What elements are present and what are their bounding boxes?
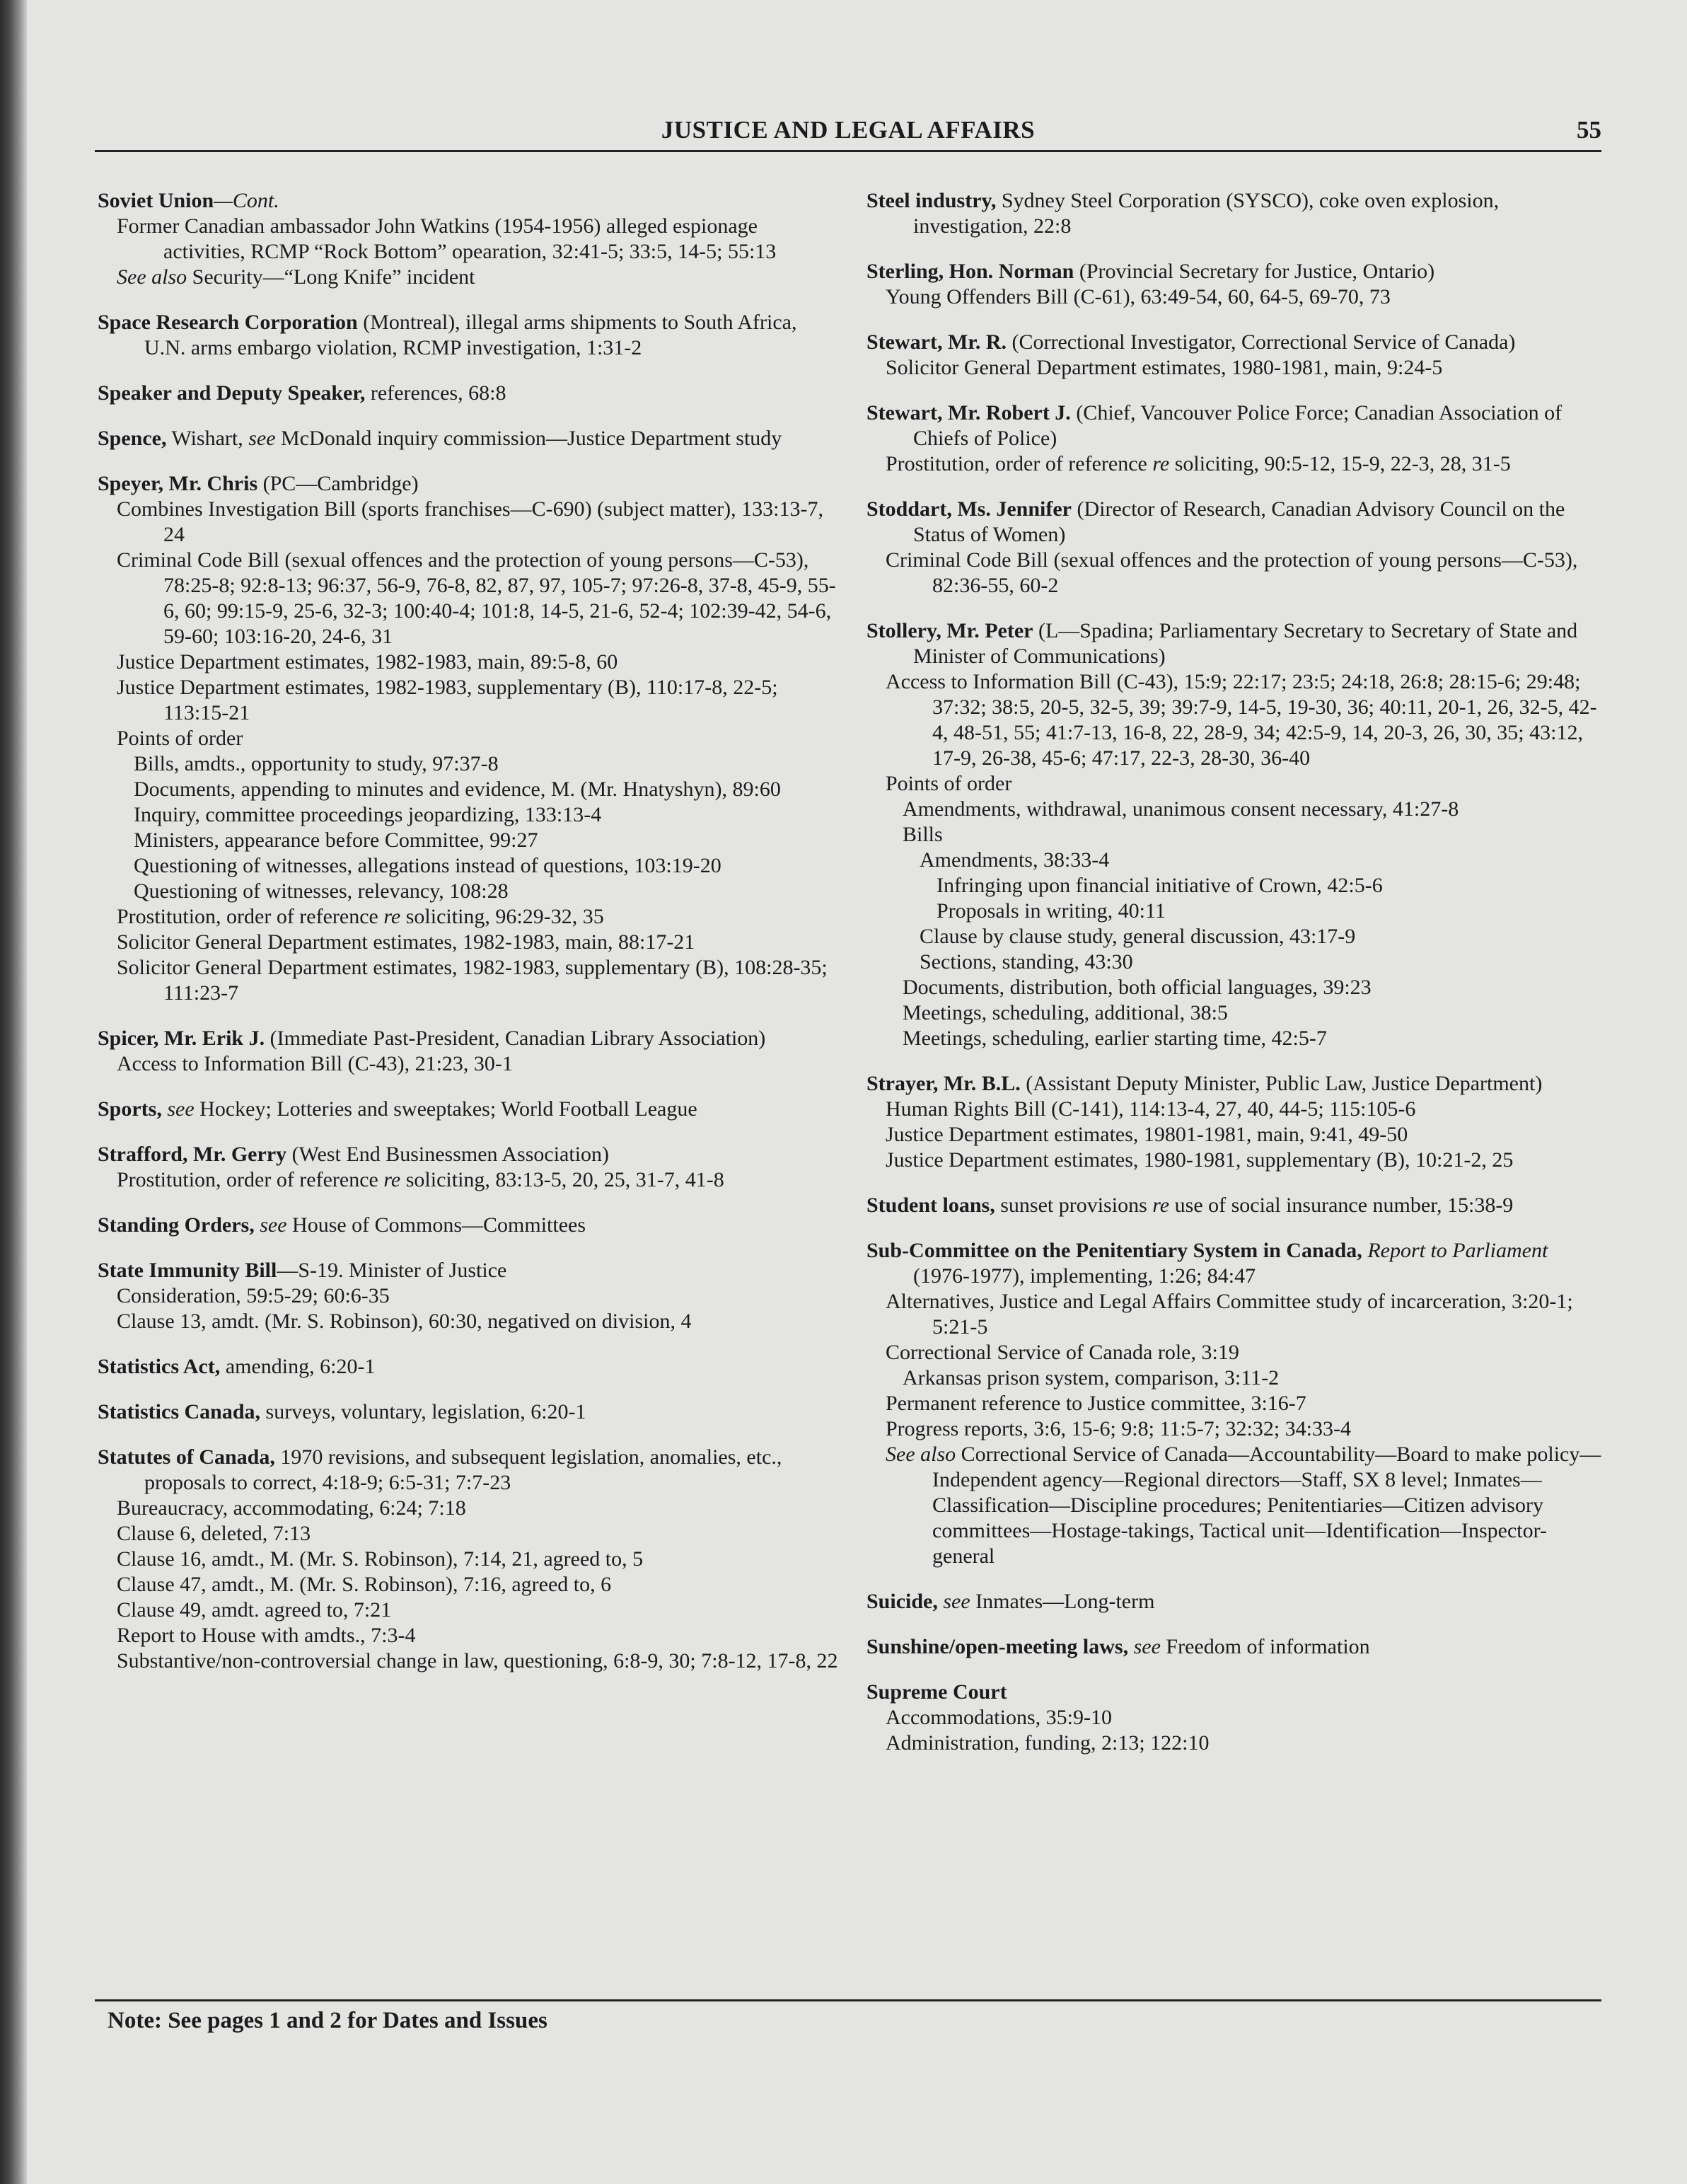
subentry-text: Justice Department estimates, 1982-1983, main, 89:5-8, 60 bbox=[117, 650, 618, 674]
subentry bbox=[98, 1496, 840, 1521]
subentry-text: Points of order bbox=[886, 772, 1012, 795]
entry-heading: Student loans, bbox=[866, 1194, 995, 1217]
subentry-text: Substantive/non-controversial change in law, questioning, 6:8-9, 30; 7:8-12, 17-8, 22 bbox=[117, 1649, 838, 1672]
subentry-text: Arkansas prison system, comparison, 3:11-2 bbox=[903, 1366, 1280, 1389]
subentry-text: Meetings, scheduling, additional, 38:5 bbox=[903, 1001, 1228, 1024]
entry-italic: see bbox=[260, 1213, 287, 1237]
subentry-text: Criminal Code Bill (sexual offences and the protection of young persons—C-53), 78:25-8; 92:8-13; 96:37, 56-9, 76-8, 82, 87, 97, 105-7; 97:26-8, 37-8, 45-9, 55-6, 60; 99:15-9, 25-6, 32-3; 100:40-4; 101:8, 14-5, 21-6, 52-4; 102:39-42, 54-6, 59-60; 103:16-20, 24-6, 31 bbox=[117, 548, 836, 648]
subentry bbox=[98, 777, 840, 802]
book-spine-shadow bbox=[0, 0, 27, 2184]
subentry-text: Clause 16, amdt., M. (Mr. S. Robinson), 7:14, 21, agreed to, 5 bbox=[117, 1547, 644, 1571]
entry-text: sunset provisions bbox=[995, 1194, 1153, 1217]
entry-heading: Soviet Union bbox=[98, 189, 214, 212]
entry-text: (Director of Research, Canadian Advisory Council on the Status of Women) bbox=[913, 497, 1565, 546]
subentry bbox=[98, 955, 840, 1006]
subentry bbox=[866, 1416, 1602, 1442]
subentry bbox=[866, 1340, 1602, 1365]
subentry-text: Criminal Code Bill (sexual offences and the protection of young persons—C-53), 82:36-55, 60-2 bbox=[886, 548, 1578, 597]
entry-text: use of social insurance number, 15:38-9 bbox=[1169, 1194, 1514, 1217]
subentry bbox=[98, 828, 840, 853]
entry-text: Freedom of information bbox=[1160, 1635, 1370, 1658]
entry-heading-line bbox=[866, 497, 1602, 548]
subentry bbox=[866, 1097, 1602, 1122]
subentry bbox=[866, 949, 1602, 975]
subentry-text: Infringing upon financial initiative of Crown, 42:5-6 bbox=[937, 874, 1383, 897]
subentry-text: Combines Investigation Bill (sports franchises—C-690) (subject matter), 133:13-7, 24 bbox=[117, 497, 823, 546]
page-header bbox=[95, 113, 1601, 152]
entry-heading: Sunshine/open-meeting laws, bbox=[866, 1635, 1129, 1658]
subentry-text: Clause 49, amdt. agreed to, 7:21 bbox=[117, 1598, 392, 1622]
subentry-text: Security—“Long Knife” incident bbox=[187, 265, 475, 289]
subentry-text: Solicitor General Department estimates, 1982-1983, main, 88:17-21 bbox=[117, 930, 695, 954]
subentry-text: Access to Information Bill (C-43), 15:9; 22:17; 23:5; 24:18, 26:8; 28:15-6; 29:48; 37:32; 38:5, 20-5, 32-5, 39; 39:7-9, 14-5, 19-30, 36; 40:11, 20-1, 26, 32-5, 42-4, 48-51, 55; 41:7-13, 16-8, 22, 28-9, 34; 42:5-9, 14, 20-3, 26, 30, 35; 43:12, 17-9, 26-38, 45-6; 47:17, 22-3, 28-30, 36-40 bbox=[886, 670, 1597, 770]
subentry-text: Documents, appending to minutes and evidence, M. (Mr. Hnatyshyn), 89:60 bbox=[134, 778, 781, 801]
entry-heading: Statutes of Canada, bbox=[98, 1445, 275, 1469]
subentry bbox=[866, 899, 1602, 924]
subentry bbox=[866, 771, 1602, 797]
subentry-text: Prostitution, order of reference bbox=[886, 452, 1153, 475]
subentry bbox=[866, 284, 1602, 310]
subentry bbox=[98, 1648, 840, 1674]
subentry-text: Bills bbox=[903, 823, 943, 846]
subentry-italic: re bbox=[1152, 452, 1170, 475]
subentry-text: Inquiry, committee proceedings jeopardizing, 133:13-4 bbox=[134, 803, 602, 826]
subentry bbox=[866, 451, 1602, 477]
subentry bbox=[866, 873, 1602, 899]
entry-heading-line bbox=[98, 1399, 840, 1425]
entry-heading-line bbox=[866, 400, 1602, 451]
entry-heading-line bbox=[98, 471, 840, 497]
index-entry bbox=[98, 1399, 840, 1425]
index-entry bbox=[866, 1238, 1602, 1569]
entry-heading-line bbox=[866, 1680, 1602, 1705]
index-entry bbox=[866, 497, 1602, 599]
entry-heading-line bbox=[98, 1213, 840, 1238]
entry-heading: Speyer, Mr. Chris bbox=[98, 472, 258, 495]
subentry-text: Justice Department estimates, 1982-1983, supplementary (B), 110:17-8, 22-5; 113:15-21 bbox=[117, 676, 778, 724]
subentry-text: Clause 13, amdt. (Mr. S. Robinson), 60:30, negatived on division, 4 bbox=[117, 1310, 692, 1333]
see-also-label: See also bbox=[886, 1443, 956, 1466]
entry-heading: Statistics Act, bbox=[98, 1355, 221, 1378]
entry-italic: Report to Parliament bbox=[1367, 1239, 1548, 1262]
subentry bbox=[98, 497, 840, 548]
subentry-text: Permanent reference to Justice committee, 3:16-7 bbox=[886, 1392, 1306, 1415]
entry-text: (L—Spadina; Parliamentary Secretary to Secretary of State and Minister of Communications) bbox=[913, 619, 1578, 668]
subentry bbox=[866, 1442, 1602, 1569]
subentry bbox=[98, 853, 840, 879]
entry-heading: Stewart, Mr. R. bbox=[866, 330, 1007, 354]
entry-heading: Standing Orders, bbox=[98, 1213, 255, 1237]
subentry-text: Solicitor General Department estimates, 1982-1983, supplementary (B), 108:28-35; 111:23-7 bbox=[117, 956, 828, 1005]
subentry bbox=[866, 924, 1602, 949]
entry-heading: Sterling, Hon. Norman bbox=[866, 260, 1074, 283]
entry-heading: Spence, bbox=[98, 427, 167, 450]
subentry bbox=[98, 265, 840, 290]
entry-heading-line bbox=[866, 1589, 1602, 1614]
entry-heading-line bbox=[98, 1258, 840, 1283]
subentry-text: Justice Department estimates, 19801-1981, main, 9:41, 49-50 bbox=[886, 1123, 1408, 1146]
entry-text: (Montreal), illegal arms shipments to South Africa, U.N. arms embargo violation, RCMP investigation, 1:31-2 bbox=[144, 311, 797, 359]
subentry-text: Prostitution, order of reference bbox=[117, 905, 384, 928]
subentry-italic: re bbox=[383, 905, 401, 928]
subentry-text: Bills, amdts., opportunity to study, 97:37-8 bbox=[134, 752, 499, 775]
subentry-text: Human Rights Bill (C-141), 114:13-4, 27, 40, 44-5; 115:105-6 bbox=[886, 1097, 1416, 1121]
entry-heading-line bbox=[98, 381, 840, 406]
entry-text: (Correctional Investigator, Correctional Service of Canada) bbox=[1007, 330, 1516, 354]
entry-heading-line bbox=[98, 426, 840, 451]
subentry bbox=[98, 1051, 840, 1077]
index-entry bbox=[866, 1680, 1602, 1756]
entry-heading: Space Research Corporation bbox=[98, 311, 358, 334]
subentry-text: Documents, distribution, both official languages, 39:23 bbox=[903, 976, 1372, 999]
entry-text: Wishart, bbox=[166, 427, 249, 450]
entry-heading: Sub-Committee on the Penitentiary System in Canada, bbox=[866, 1239, 1362, 1262]
entry-heading-line bbox=[866, 1238, 1602, 1289]
entry-text: amending, 6:20-1 bbox=[220, 1355, 376, 1378]
entry-text: House of Commons—Committees bbox=[286, 1213, 586, 1237]
footer-rule bbox=[95, 1999, 1601, 2001]
subentry-text: Sections, standing, 43:30 bbox=[920, 950, 1133, 973]
entry-heading: Stoddart, Ms. Jennifer bbox=[866, 497, 1072, 521]
subentry bbox=[866, 797, 1602, 822]
subentry bbox=[866, 548, 1602, 599]
entry-italic: see bbox=[248, 427, 276, 450]
index-entry bbox=[866, 1071, 1602, 1173]
subentry-text: soliciting, 83:13-5, 20, 25, 31-7, 41-8 bbox=[400, 1168, 724, 1191]
entry-text: (West End Businessmen Association) bbox=[286, 1143, 610, 1166]
subentry-text: Questioning of witnesses, relevancy, 108:28 bbox=[134, 879, 509, 903]
entry-heading: Strafford, Mr. Gerry bbox=[98, 1143, 287, 1166]
entry-heading-line bbox=[98, 1026, 840, 1051]
index-entry bbox=[98, 471, 840, 1006]
subentry bbox=[866, 822, 1602, 848]
subentry bbox=[98, 726, 840, 751]
subentry bbox=[98, 1283, 840, 1309]
entry-heading: Strayer, Mr. B.L. bbox=[866, 1072, 1021, 1095]
entry-heading: Stewart, Mr. Robert J. bbox=[866, 401, 1071, 424]
subentry-text: Amendments, withdrawal, unanimous consent necessary, 41:27-8 bbox=[903, 797, 1459, 821]
subentry-text: Young Offenders Bill (C-61), 63:49-54, 60, 64-5, 69-70, 73 bbox=[886, 285, 1391, 308]
subentry-italic: re bbox=[383, 1168, 401, 1191]
subentry bbox=[866, 848, 1602, 873]
subentry-text: soliciting, 96:29-32, 35 bbox=[400, 905, 604, 928]
entry-text: surveys, voluntary, legislation, 6:20-1 bbox=[260, 1400, 586, 1423]
subentry bbox=[866, 975, 1602, 1000]
entry-heading-line bbox=[98, 1354, 840, 1380]
index-entry bbox=[98, 188, 840, 290]
entry-italic: see bbox=[943, 1590, 970, 1613]
entry-heading-line bbox=[98, 1142, 840, 1167]
index-entry bbox=[98, 1026, 840, 1077]
subentry bbox=[98, 904, 840, 930]
footer-note: Note: See pages 1 and 2 for Dates and Issues bbox=[108, 2008, 547, 2033]
subentry bbox=[866, 1365, 1602, 1391]
subentry bbox=[98, 1521, 840, 1547]
subentry bbox=[866, 1148, 1602, 1173]
entry-heading-line bbox=[866, 1634, 1602, 1660]
page-number: 55 bbox=[1577, 116, 1601, 144]
entry-text: McDonald inquiry commission—Justice Department study bbox=[275, 427, 782, 450]
index-entry bbox=[98, 1097, 840, 1122]
entry-italic: see bbox=[1133, 1635, 1161, 1658]
entry-heading-line bbox=[98, 310, 840, 361]
index-entry bbox=[98, 1445, 840, 1674]
subentry-text: Bureaucracy, accommodating, 6:24; 7:18 bbox=[117, 1496, 466, 1520]
subentry-text: Solicitor General Department estimates, 1980-1981, main, 9:24-5 bbox=[886, 356, 1443, 379]
subentry bbox=[98, 675, 840, 726]
entry-text: Sydney Steel Corporation (SYSCO), coke oven explosion, investigation, 22:8 bbox=[913, 189, 1500, 238]
entry-heading-line bbox=[866, 1071, 1602, 1097]
index-entry bbox=[866, 1634, 1602, 1660]
entry-heading: Statistics Canada, bbox=[98, 1400, 261, 1423]
index-entry bbox=[866, 400, 1602, 477]
subentry-text: Correctional Service of Canada—Accountability—Board to make policy—Independent agency—Regional directors—Staff, SX 8 level; Inmates—Classification—Discipline procedures; Penitentiaries—Citizen advisory committees—Hostage-takings, Tactical unit—Identification—Inspector-general bbox=[932, 1443, 1601, 1568]
entry-heading: Suicide, bbox=[866, 1590, 938, 1613]
entry-heading-line bbox=[866, 188, 1602, 239]
entry-text: Inmates—Long-term bbox=[970, 1590, 1155, 1613]
subentry bbox=[98, 548, 840, 649]
subentry bbox=[98, 930, 840, 955]
entry-text: (Provincial Secretary for Justice, Ontario) bbox=[1074, 260, 1435, 283]
subentry bbox=[866, 669, 1602, 771]
subentry-text: Justice Department estimates, 1980-1981, supplementary (B), 10:21-2, 25 bbox=[886, 1148, 1514, 1172]
index-entry bbox=[866, 330, 1602, 381]
subentry-text: Progress reports, 3:6, 15-6; 9:8; 11:5-7; 32:32; 34:33-4 bbox=[886, 1417, 1352, 1440]
index-entry bbox=[98, 1258, 840, 1334]
index-entry bbox=[866, 1193, 1602, 1218]
entry-text: 1970 revisions, and subsequent legislation, anomalies, etc., proposals to correct, 4:18-9; 6:5-31; 7:7-23 bbox=[144, 1445, 782, 1494]
subentry-text: Prostitution, order of reference bbox=[117, 1168, 384, 1191]
subentry-text: Questioning of witnesses, allegations instead of questions, 103:19-20 bbox=[134, 854, 721, 877]
see-also-label: See also bbox=[117, 265, 187, 289]
subentry bbox=[98, 1309, 840, 1334]
entry-italic: see bbox=[167, 1097, 195, 1121]
index-column-right bbox=[866, 188, 1602, 1776]
index-entry bbox=[98, 1354, 840, 1380]
subentry-text: Points of order bbox=[117, 727, 243, 750]
subentry bbox=[866, 1705, 1602, 1731]
entry-heading-line bbox=[866, 259, 1602, 284]
subentry bbox=[98, 1547, 840, 1572]
entry-heading-line bbox=[866, 330, 1602, 355]
subentry-text: Correctional Service of Canada role, 3:19 bbox=[886, 1341, 1239, 1364]
index-entry bbox=[98, 310, 840, 361]
entry-heading-line bbox=[866, 618, 1602, 669]
index-entry bbox=[866, 259, 1602, 310]
subentry-text: Accommodations, 35:9-10 bbox=[886, 1706, 1112, 1729]
entry-heading-line bbox=[98, 1445, 840, 1496]
subentry-text: Ministers, appearance before Committee, 99:27 bbox=[134, 828, 538, 852]
entry-text: (1976-1977), implementing, 1:26; 84:47 bbox=[913, 1264, 1256, 1288]
entry-heading: Stollery, Mr. Peter bbox=[866, 619, 1033, 642]
subentry bbox=[866, 1026, 1602, 1051]
index-entry bbox=[98, 426, 840, 451]
subentry bbox=[98, 1572, 840, 1597]
entry-heading: Steel industry, bbox=[866, 189, 997, 212]
entry-heading: Speaker and Deputy Speaker, bbox=[98, 381, 366, 405]
entry-italic: re bbox=[1152, 1194, 1170, 1217]
subentry-text: Clause by clause study, general discussion, 43:17-9 bbox=[920, 925, 1356, 948]
entry-continued: —Cont. bbox=[214, 189, 279, 212]
entry-heading-line bbox=[866, 1193, 1602, 1218]
entry-heading: Spicer, Mr. Erik J. bbox=[98, 1027, 265, 1050]
entry-heading: Supreme Court bbox=[866, 1680, 1007, 1704]
subentry-text: Report to House with amdts., 7:3-4 bbox=[117, 1624, 416, 1647]
index-entry bbox=[98, 381, 840, 406]
subentry bbox=[98, 879, 840, 904]
subentry bbox=[98, 1597, 840, 1623]
running-title: JUSTICE AND LEGAL AFFAIRS bbox=[661, 116, 1036, 144]
entry-heading-line bbox=[98, 188, 840, 214]
entry-text: (PC—Cambridge) bbox=[257, 472, 419, 495]
index-entry bbox=[866, 188, 1602, 239]
subentry bbox=[866, 1289, 1602, 1340]
subentry bbox=[866, 1391, 1602, 1416]
entry-text: (Assistant Deputy Minister, Public Law, Justice Department) bbox=[1020, 1072, 1543, 1095]
index-entry bbox=[866, 618, 1602, 1051]
subentry-text: Proposals in writing, 40:11 bbox=[937, 899, 1166, 923]
subentry-text: Alternatives, Justice and Legal Affairs Committee study of incarceration, 3:20-1; 5:21-5 bbox=[886, 1290, 1573, 1339]
entry-text: (Immediate Past-President, Canadian Library Association) bbox=[265, 1027, 766, 1050]
subentry-text: Former Canadian ambassador John Watkins (1954-1956) alleged espionage activities, RCMP “Rock Bottom” opearation, 32:41-5; 33:5, 14-5; 55:13 bbox=[117, 214, 777, 263]
subentry-text: Amendments, 38:33-4 bbox=[920, 848, 1110, 872]
subentry bbox=[866, 1122, 1602, 1148]
index-entry bbox=[866, 1589, 1602, 1614]
subentry-text: Meetings, scheduling, earlier starting time, 42:5-7 bbox=[903, 1027, 1327, 1050]
subentry bbox=[98, 802, 840, 828]
entry-text bbox=[1128, 1635, 1134, 1658]
subentry bbox=[866, 1000, 1602, 1026]
subentry bbox=[866, 1731, 1602, 1756]
subentry-text: Consideration, 59:5-29; 60:6-35 bbox=[117, 1284, 390, 1307]
subentry-text: soliciting, 90:5-12, 15-9, 22-3, 28, 31-5 bbox=[1169, 452, 1511, 475]
entry-text: —S-19. Minister of Justice bbox=[277, 1259, 507, 1282]
subentry bbox=[866, 355, 1602, 381]
entry-heading-line bbox=[98, 1097, 840, 1122]
subentry bbox=[98, 214, 840, 265]
subentry bbox=[98, 649, 840, 675]
subentry-text: Access to Information Bill (C-43), 21:23, 30-1 bbox=[117, 1052, 513, 1075]
entry-text: Hockey; Lotteries and sweeptakes; World Football League bbox=[194, 1097, 697, 1121]
subentry bbox=[98, 1623, 840, 1648]
entry-heading: State Immunity Bill bbox=[98, 1259, 277, 1282]
index-entry bbox=[98, 1142, 840, 1193]
subentry-text: Clause 6, deleted, 7:13 bbox=[117, 1522, 311, 1545]
index-column-left bbox=[98, 188, 840, 1694]
subentry bbox=[98, 1167, 840, 1193]
subentry-text: Administration, funding, 2:13; 122:10 bbox=[886, 1731, 1210, 1755]
entry-text: (Chief, Vancouver Police Force; Canadian Association of Chiefs of Police) bbox=[913, 401, 1563, 450]
entry-text: references, 68:8 bbox=[365, 381, 506, 405]
subentry bbox=[98, 751, 840, 777]
subentry-text: Clause 47, amdt., M. (Mr. S. Robinson), 7:16, agreed to, 6 bbox=[117, 1573, 612, 1596]
index-entry bbox=[98, 1213, 840, 1238]
entry-heading: Sports, bbox=[98, 1097, 162, 1121]
